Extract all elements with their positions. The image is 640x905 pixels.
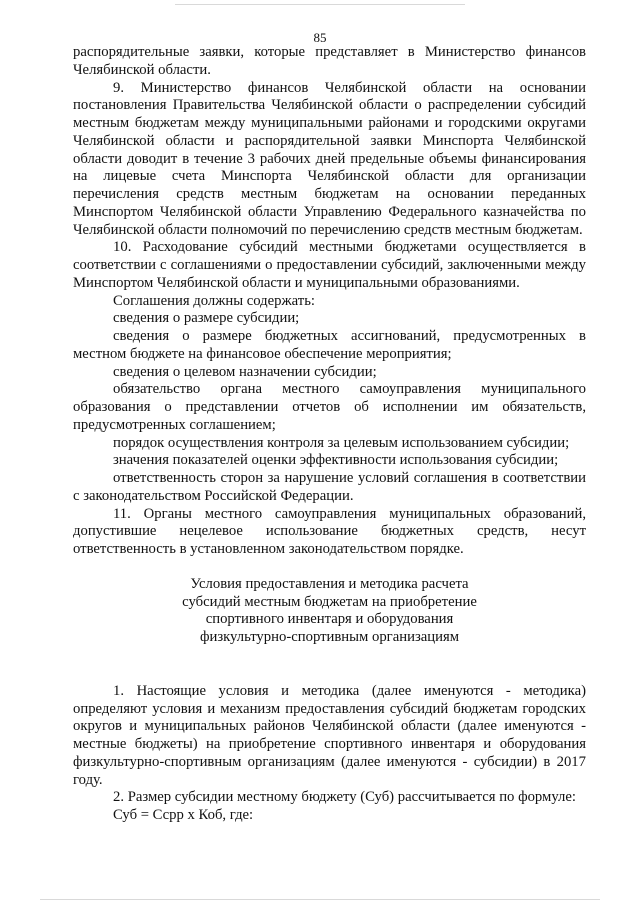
paragraphs-after <box>73 683 586 825</box>
page-number: 85 <box>313 30 327 45</box>
paragraph: порядок осуществления контроля за целевым использованием субсидии; <box>113 434 570 451</box>
section-heading-line: Условия предоставления и методика расчета <box>190 575 469 592</box>
section-heading-line: спортивного инвентаря и оборудования <box>205 611 454 628</box>
paragraph: сведения о целевом назначении субсидии; <box>113 363 377 380</box>
paragraph: 10. Расходование субсидий местными бюджетами осуществляется в соответствии с соглашениями о предоставлении субсидий, заключенными между Минспортом Челябинской области и муниципальными образованиями. <box>73 239 586 291</box>
paragraph: 11. Органы местного самоуправления муниципальных образований, допустившие нецелевое использование бюджетных средств, несут ответственность в установленном законодательством порядке. <box>73 505 586 557</box>
document-body <box>73 44 586 825</box>
scan-artifact-top <box>175 4 465 5</box>
paragraph: 9. Министерство финансов Челябинской области на основании постановления Правительства Челябинской области о распределении субсидий местным бюджетам между муниципальными районами и городскими округами Челябинской области и распорядительной заявки Минспорта Челябинской области доводит в течение 3 рабочих дней предельные объемы финансирования на лицевые счета Минспорта Челябинской области для организации перечисления средств местным бюджетам на основании переданных Минспортом Челябинской области Управлению Федерального казначейства по Челябинской области полномочий по перечислению средств местным бюджетам. <box>73 79 586 238</box>
scan-artifact-bottom <box>40 899 600 900</box>
paragraph: обязательство органа местного самоуправления муниципального образования о представлении отчетов об исполнении им обязательств, предусмотренных соглашением; <box>73 381 586 433</box>
paragraph: сведения о размере бюджетных ассигнований, предусмотренных в местном бюджете на финансовое обеспечение мероприятия; <box>73 328 586 362</box>
paragraph: 2. Размер субсидии местному бюджету (Суб) рассчитывается по формуле: <box>113 789 576 806</box>
section-heading-line: субсидий местным бюджетам на приобретение <box>182 593 477 610</box>
paragraph: Соглашения должны содержать: <box>113 292 316 309</box>
paragraph: Суб = Ссрр х Коб, где: <box>113 807 254 823</box>
paragraph: значения показателей оценки эффективности использования субсидии; <box>113 452 559 469</box>
section-heading-line: физкультурно-спортивным организациям <box>199 629 460 645</box>
paragraphs-before <box>73 44 586 559</box>
paragraph: сведения о размере субсидии; <box>113 310 300 327</box>
section-heading <box>73 576 586 647</box>
paragraph: распорядительные заявки, которые представляет в Министерство финансов Челябинской области. <box>73 44 586 78</box>
paragraph: ответственность сторон за нарушение условий соглашения в соответствии с законодательством Российской Федерации. <box>73 470 586 504</box>
paragraph: 1. Настоящие условия и методика (далее именуются - методика) определяют условия и механизм предоставления субсидий бюджетам городских округов и муниципальных районов Челябинской области (далее именуются - местные бюджеты) на приобретение спортивного инвентаря и оборудования физкультурно-спортивным организациям (далее именуются - субсидии) в 2017 году. <box>73 682 586 788</box>
